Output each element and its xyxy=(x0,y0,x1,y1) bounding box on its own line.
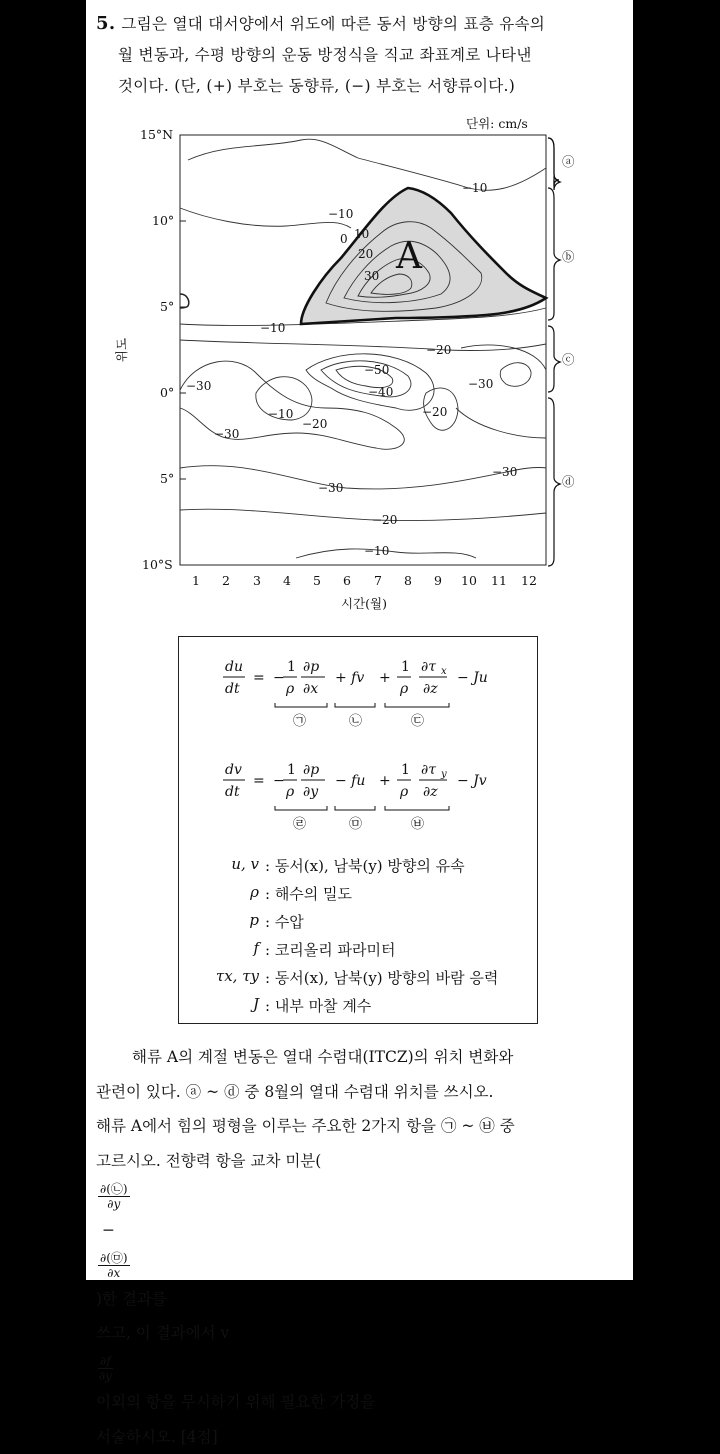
body-line-4a: 고르시오. 전향력 항을 교차 미분( xyxy=(96,1144,616,1179)
contour-label: −40 xyxy=(368,385,393,399)
x-tick-label: 3 xyxy=(253,573,261,588)
eq1-f3-den: ρ xyxy=(399,681,409,697)
x-tick-label: 8 xyxy=(404,573,412,588)
question-line-3: 것이다. (단, (+) 부호는 동향류, (−) 부호는 서향류이다.) xyxy=(96,71,616,102)
fraction-1 xyxy=(98,1182,130,1211)
eq2-term1: − xyxy=(273,773,285,789)
eq1-f4-sub: x xyxy=(441,666,447,677)
eq1-lhs-num: du xyxy=(225,659,243,675)
eq1-lhs-den: dt xyxy=(225,681,240,697)
edge-marker xyxy=(180,294,189,308)
band-label-b: ⓑ xyxy=(562,249,575,264)
y-tick-label: 5° xyxy=(160,471,174,486)
eq2-f4-num: ∂τ xyxy=(421,762,436,778)
eq2-term2: − fu xyxy=(335,773,365,789)
question-line-2: 월 변동과, 수평 방향의 운동 방정식을 직교 좌표계로 나타낸 xyxy=(96,40,616,71)
definition-text: : 동서(x), 남북(y) 방향의 유속 xyxy=(265,855,465,876)
body-line-1: 해류 A의 계절 변동은 열대 수렴대(ITCZ)의 위치 변화와 xyxy=(96,1040,616,1075)
contour-figure xyxy=(96,108,586,618)
contour-label: 30 xyxy=(364,269,379,283)
y-tick-label: 5° xyxy=(160,299,174,314)
fraction-2-den: ∂x xyxy=(98,1266,130,1280)
definition-text: : 수압 xyxy=(265,911,304,932)
contour-label: 20 xyxy=(358,247,373,261)
region-label-a: A xyxy=(395,236,423,277)
fraction-1-den: ∂y xyxy=(98,1197,130,1211)
definition-symbol: τx, τy xyxy=(179,967,259,985)
contour-label: −20 xyxy=(302,417,327,431)
unit-label: 단위: cm/s xyxy=(466,116,528,131)
question-body xyxy=(96,1040,616,1454)
contour-label: −20 xyxy=(372,513,397,527)
eq2-lhs-num: dv xyxy=(225,762,242,778)
body-line-5b: 이외의 항을 무시하기 위해 필요한 가정을 xyxy=(96,1385,616,1420)
eq2-equals: = xyxy=(253,773,265,789)
x-tick-label: 4 xyxy=(283,573,291,588)
eq2-f2-den: ∂y xyxy=(303,784,319,800)
question-header xyxy=(96,8,616,102)
eq2-mark-1: ㉣ xyxy=(293,817,306,832)
eq1-f1-den: ρ xyxy=(285,681,295,697)
definition-text: : 동서(x), 남북(y) 방향의 바람 응력 xyxy=(265,967,498,988)
contour-lines xyxy=(180,139,546,558)
fraction-3 xyxy=(98,1354,113,1383)
eq2-f4-den: ∂z xyxy=(423,784,438,800)
y-axis xyxy=(114,127,186,572)
band-labels xyxy=(562,154,575,489)
eq1-f4-num: ∂τ xyxy=(421,659,436,675)
eq1-term1: − xyxy=(273,670,285,686)
minus-sign: − xyxy=(102,1213,610,1248)
x-tick-label: 7 xyxy=(374,573,382,588)
eq2-f1-num: 1 xyxy=(287,762,296,778)
equations xyxy=(179,637,539,857)
definition-text: : 코리올리 파라미터 xyxy=(265,939,396,960)
body-line-3: 해류 A에서 힘의 평형을 이루는 주요한 2가지 항을 ㉠ ~ ㉥ 중 xyxy=(96,1109,616,1144)
fraction-1-num: ∂(㉡) xyxy=(98,1182,130,1197)
contour-label: 10 xyxy=(354,227,369,241)
fraction-3-num: ∂f xyxy=(98,1354,113,1369)
eq1-f2-den: ∂x xyxy=(303,681,318,697)
eq2-f3-num: 1 xyxy=(401,762,410,778)
contour-label: −30 xyxy=(318,481,343,495)
body-line-5 xyxy=(96,1316,616,1420)
contour-label: −10 xyxy=(328,207,353,221)
band-label-c: ⓒ xyxy=(562,352,575,367)
definition-symbol: J xyxy=(179,995,259,1013)
definition-symbol: u, v xyxy=(179,855,259,873)
contour-label: −10 xyxy=(260,321,285,335)
eq1-mark-2: ㉡ xyxy=(349,714,362,729)
x-tick-label: 1 xyxy=(192,573,200,588)
x-tick-label: 10 xyxy=(461,573,477,588)
contour-label: −10 xyxy=(364,544,389,558)
contour-label: −30 xyxy=(214,427,239,441)
eq2-lhs-den: dt xyxy=(225,784,240,800)
body-line-2: 관련이 있다. ⓐ ~ ⓓ 중 8월의 열대 수렴대 위치를 쓰시오. xyxy=(96,1075,616,1110)
x-tick-label: 6 xyxy=(343,573,351,588)
x-axis-label: 시간(월) xyxy=(341,596,387,611)
contour-label: −10 xyxy=(268,407,293,421)
contour-label: −50 xyxy=(364,363,389,377)
eq2-mark-3: ㉥ xyxy=(411,817,424,832)
definition-text: : 해수의 밀도 xyxy=(265,883,352,904)
body-line-4 xyxy=(96,1144,616,1317)
y-tick-label: 15°N xyxy=(140,127,173,142)
band-brackets xyxy=(548,138,560,566)
eq1-mark-1: ㉠ xyxy=(293,714,306,729)
band-label-a: ⓐ xyxy=(562,154,575,169)
eq2-f2-num: ∂p xyxy=(303,762,319,778)
body-line-5a: 쓰고, 이 결과에서 v xyxy=(96,1316,616,1351)
fraction-2-num: ∂(㉤) xyxy=(98,1251,130,1266)
eq2-f3-den: ρ xyxy=(399,784,409,800)
y-tick-label: 10°S xyxy=(142,557,173,572)
eq2-mark-2: ㉤ xyxy=(349,817,362,832)
fraction-2 xyxy=(98,1251,130,1280)
equation-box xyxy=(178,636,538,1024)
definition-symbol: p xyxy=(179,911,259,929)
eq1-equals: = xyxy=(253,670,265,686)
definition-text: : 내부 마찰 계수 xyxy=(265,995,371,1016)
y-tick-label: 10° xyxy=(152,213,174,228)
x-tick-label: 12 xyxy=(521,573,537,588)
eq2-term4: − Jv xyxy=(457,773,487,789)
contour-label: 0 xyxy=(340,232,348,246)
eq1-term2: + fv xyxy=(335,670,364,686)
eq1-term3: + xyxy=(379,670,391,686)
eq2-term3: + xyxy=(379,773,391,789)
contour-label: −20 xyxy=(426,343,451,357)
contour-label: −30 xyxy=(492,465,517,479)
contour-label: −30 xyxy=(186,379,211,393)
x-tick-label: 5 xyxy=(313,573,321,588)
eq1-mark-3: ㉢ xyxy=(411,714,424,729)
y-tick-label: 0° xyxy=(160,385,174,400)
eq1-f1-num: 1 xyxy=(287,659,296,675)
band-label-d: ⓓ xyxy=(562,474,575,489)
eq2-f1-den: ρ xyxy=(285,784,295,800)
contour-label: −30 xyxy=(468,377,493,391)
equation-2 xyxy=(223,762,487,832)
fraction-3-den: ∂y xyxy=(98,1369,113,1383)
definition-symbol: f xyxy=(179,939,259,957)
x-axis xyxy=(192,573,537,611)
eq1-f3-num: 1 xyxy=(401,659,410,675)
question-line-1: 그림은 열대 대서양에서 위도에 따른 동서 방향의 표층 유속의 xyxy=(121,15,545,33)
question-number: 5. xyxy=(96,13,115,34)
eq1-term4: − Ju xyxy=(457,670,488,686)
definition-symbol: ρ xyxy=(179,883,259,901)
eq1-f4-den: ∂z xyxy=(423,681,438,697)
eq2-f4-sub: y xyxy=(440,769,447,780)
contour-label: −20 xyxy=(422,405,447,419)
eq1-f2-num: ∂p xyxy=(303,659,319,675)
x-tick-label: 9 xyxy=(434,573,442,588)
body-line-4b: )한 결과를 xyxy=(96,1282,616,1317)
x-tick-label: 11 xyxy=(491,573,507,588)
x-tick-label: 2 xyxy=(222,573,230,588)
equation-1 xyxy=(223,659,488,729)
contour-label: −10 xyxy=(462,181,487,195)
body-line-6: 서술하시오. [4점] xyxy=(96,1420,616,1454)
y-axis-label: 위도 xyxy=(114,338,129,362)
